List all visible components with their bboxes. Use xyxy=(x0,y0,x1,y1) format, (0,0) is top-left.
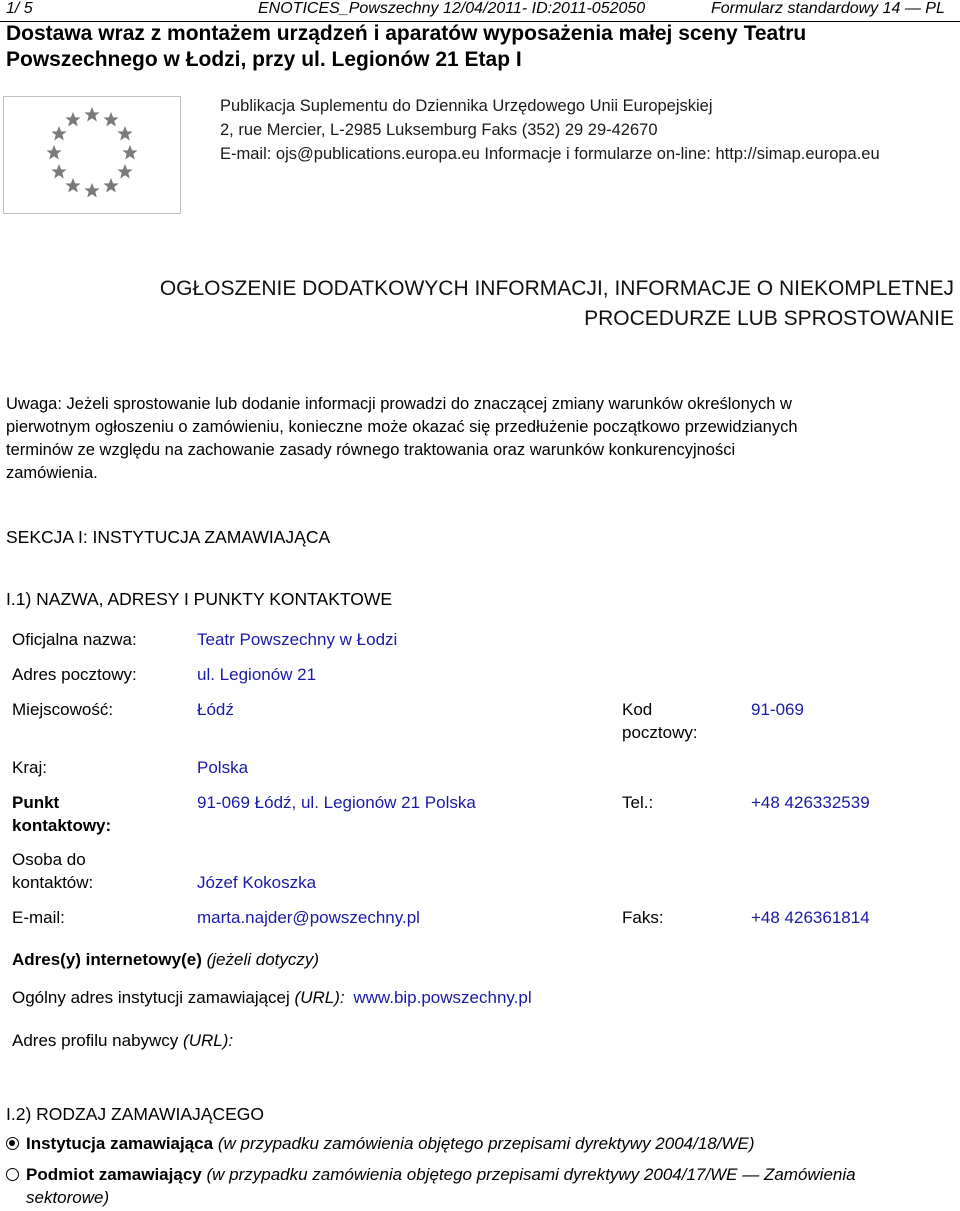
section-title: SEKCJA I: INSTYTUCJA ZAMAWIAJĄCA xyxy=(6,527,331,547)
buyer-profile-label: Adres profilu nabywcy xyxy=(12,1031,179,1050)
subsection-1-title: I.1) NAZWA, ADRESY I PUNKTY KONTAKTOWE xyxy=(6,589,393,609)
subsection-2-title: I.2) RODZAJ ZAMAWIAJĄCEGO xyxy=(6,1104,264,1124)
contact-point-label xyxy=(12,791,111,837)
title-line-1: Dostawa wraz z montażem urządzeń i aparatów wyposażenia małej sceny Teatru xyxy=(6,22,807,45)
country-value: Polska xyxy=(197,758,249,777)
note-line-1: Uwaga: Jeżeli sprostowanie lub dodanie informacji prowadzi do znaczącej zmiany warunków określonych w xyxy=(6,395,792,413)
contact-person-value: Józef Kokoszka xyxy=(197,873,317,892)
option-2-label: Podmiot zamawiający xyxy=(26,1165,202,1184)
postcode-label-line-1: Kod xyxy=(622,700,653,719)
tel-value: +48 426332539 xyxy=(751,793,870,812)
postal-address-label: Adres pocztowy: xyxy=(12,665,137,684)
internet-addresses-heading xyxy=(12,948,319,971)
radio-contracting-authority[interactable] xyxy=(6,1137,19,1150)
publication-line-1: Publikacja Suplementu do Dziennika Urzędowego Unii Europejskiej xyxy=(220,97,713,115)
person-label-line-2: kontaktów: xyxy=(12,873,94,892)
city-label: Miejscowość: xyxy=(12,700,114,719)
tel-label: Tel.: xyxy=(622,793,654,812)
page-number: 1/ 5 xyxy=(6,0,33,17)
general-url-row xyxy=(12,986,532,1009)
radio-contracting-entity[interactable] xyxy=(6,1168,19,1181)
general-url-label: Ogólny adres instytucji zamawiającej xyxy=(12,988,290,1007)
postcode-label xyxy=(622,698,698,744)
publication-line-2: 2, rue Mercier, L-2985 Luksemburg Faks (352) 29 29-42670 xyxy=(220,121,658,139)
note-line-3: terminów ze względu na zachowanie zasady równego traktowania oraz warunków konkurencyjności xyxy=(6,441,736,459)
contact-point-value: 91-069 Łódź, ul. Legionów 21 Polska xyxy=(197,793,476,812)
contact-label-line-1: Punkt xyxy=(12,793,60,812)
document-title xyxy=(6,21,956,73)
correction-note xyxy=(6,393,956,485)
form-type: Formularz standardowy 14 — PL xyxy=(711,0,945,17)
official-name-label: Oficjalna nazwa: xyxy=(12,630,137,649)
notice-reference: ENOTICES_Powszechny 12/04/2011- ID:2011-052050 xyxy=(258,0,646,17)
note-line-4: zamówienia. xyxy=(6,464,98,482)
option-2-note-line-1: (w przypadku zamówienia objętego przepisami dyrektywy 2004/17/WE — Zamówienia xyxy=(206,1165,856,1184)
general-url-tag: (URL): xyxy=(294,988,345,1007)
person-label-line-1: Osoba do xyxy=(12,850,86,869)
general-url-value[interactable]: www.bip.powszechny.pl xyxy=(353,988,532,1007)
note-line-2: pierwotnym ogłoszeniu o zamówieniu, konieczne może okazać się przedłużenie początkowo przewidzianych xyxy=(6,418,798,436)
official-name-value: Teatr Powszechny w Łodzi xyxy=(197,630,398,649)
email-label: E-mail: xyxy=(12,908,65,927)
country-label: Kraj: xyxy=(12,758,47,777)
buyer-profile-tag: (URL): xyxy=(183,1031,234,1050)
fax-value: +48 426361814 xyxy=(751,908,870,927)
option-1-note: (w przypadku zamówienia objętego przepisami dyrektywy 2004/18/WE) xyxy=(217,1134,755,1153)
heading-line-2: PROCEDURZE LUB SPROSTOWANIE xyxy=(584,307,954,330)
email-value[interactable]: marta.najder@powszechny.pl xyxy=(197,908,420,927)
buyer-profile-row xyxy=(12,1029,233,1052)
eu-emblem-box xyxy=(3,96,181,214)
option-contracting-authority xyxy=(26,1132,755,1155)
notice-heading xyxy=(0,274,960,334)
option-1-label: Instytucja zamawiająca xyxy=(26,1134,214,1153)
title-line-2: Powszechnego w Łodzi, przy ul. Legionów 21 Etap I xyxy=(6,48,522,71)
publication-line-3: E-mail: ojs@publications.europa.eu Informacje i formularze on-line: http://simap.europa.eu xyxy=(220,145,880,163)
postcode-value: 91-069 xyxy=(751,700,804,719)
city-value: Łódź xyxy=(197,700,234,719)
heading-line-1: OGŁOSZENIE DODATKOWYCH INFORMACJI, INFORMACJE O NIEKOMPLETNEJ xyxy=(159,277,954,300)
postal-address-value: ul. Legionów 21 xyxy=(197,665,317,684)
postcode-label-line-2: pocztowy: xyxy=(622,723,698,742)
internet-note: (jeżeli dotyczy) xyxy=(206,950,320,969)
option-contracting-entity xyxy=(26,1163,956,1186)
internet-label: Adres(y) internetowy(e) xyxy=(12,950,202,969)
publication-info xyxy=(220,94,880,166)
contact-person-label xyxy=(12,848,93,894)
running-header xyxy=(6,0,956,20)
option-2-note-line-2: sektorowe) xyxy=(26,1188,110,1207)
fax-label: Faks: xyxy=(622,908,664,927)
eu-stars-icon xyxy=(4,97,180,213)
contact-label-line-2: kontaktowy: xyxy=(12,816,112,835)
